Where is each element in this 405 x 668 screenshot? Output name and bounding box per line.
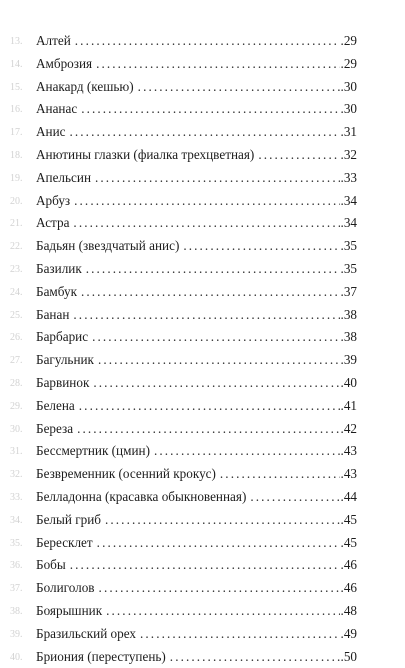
toc-entry-line — [36, 78, 357, 96]
table-of-contents — [0, 30, 405, 668]
toc-entry-title: Бриония (переступень) — [36, 648, 166, 664]
toc-entry — [0, 623, 405, 646]
faded-entry-number: 32. — [10, 469, 23, 481]
toc-entry — [0, 30, 405, 53]
dot-leader — [73, 306, 357, 324]
toc-entry — [0, 532, 405, 555]
toc-entry — [0, 53, 405, 76]
dot-leader — [93, 374, 357, 392]
toc-entry-title: Астра — [36, 215, 70, 231]
toc-entry-line — [36, 648, 357, 666]
faded-entry-number: 24. — [10, 286, 23, 298]
toc-entry-title: Белена — [36, 397, 75, 413]
toc-entry-title: Бессмертник (цмин) — [36, 443, 150, 459]
toc-entry-line — [36, 351, 357, 369]
toc-entry — [0, 190, 405, 213]
toc-entry-title: Белладонна (красавка обыкновенная) — [36, 488, 247, 504]
toc-page-number: .45 — [340, 534, 357, 550]
faded-entry-number: 17. — [10, 127, 23, 139]
toc-entry-title: Анютины глазки (фиалка трехцветная) — [36, 146, 255, 162]
toc-entry — [0, 372, 405, 395]
toc-entry — [0, 486, 405, 509]
faded-entry-number: 13. — [10, 36, 23, 47]
toc-page-number: .32 — [340, 146, 357, 162]
toc-entry-line — [36, 32, 357, 50]
toc-entry-title: Багульник — [36, 352, 94, 368]
faded-entry-number: 39. — [10, 628, 23, 640]
toc-entry-title: Бамбук — [36, 283, 77, 299]
faded-entry-number: 19. — [10, 172, 23, 184]
faded-entry-number: 28. — [10, 377, 23, 389]
dot-leader — [99, 579, 357, 597]
toc-page-number: .35 — [340, 238, 357, 254]
toc-entry-title: Апельсин — [36, 169, 91, 185]
toc-entry-line — [36, 511, 357, 529]
toc-entry — [0, 76, 405, 99]
dot-leader — [138, 78, 357, 96]
toc-page-number: .45 — [340, 511, 357, 527]
toc-entry-line — [36, 579, 357, 597]
toc-entry-title: Алтей — [36, 33, 71, 48]
toc-entry-title: Анис — [36, 124, 66, 140]
toc-entry-title: Ананас — [36, 101, 78, 117]
toc-entry-title: Бразильский орех — [36, 625, 137, 641]
toc-page-number: .34 — [340, 215, 357, 231]
toc-page-number: .38 — [340, 306, 357, 322]
toc-entry — [0, 509, 405, 532]
faded-entry-number: 37. — [10, 583, 23, 595]
toc-entry-title: Береза — [36, 420, 74, 436]
faded-entry-number: 26. — [10, 332, 23, 344]
faded-entry-number: 22. — [10, 241, 23, 253]
toc-page-number: .37 — [340, 283, 357, 299]
dot-leader — [154, 442, 357, 460]
toc-entry — [0, 326, 405, 349]
faded-entry-number: 34. — [10, 514, 23, 526]
toc-entry-title: Барвинок — [36, 374, 90, 390]
toc-page-number: .30 — [340, 101, 357, 117]
toc-page-number: .31 — [340, 124, 357, 140]
faded-entry-number: 29. — [10, 400, 23, 412]
toc-entry — [0, 304, 405, 327]
toc-entry-line — [36, 283, 357, 301]
dot-leader — [81, 100, 357, 118]
toc-page-number: .33 — [340, 169, 357, 185]
toc-page-number: .34 — [340, 192, 357, 208]
toc-page-number: .29 — [340, 55, 357, 71]
toc-entry — [0, 600, 405, 623]
faded-entry-number: 33. — [10, 491, 23, 503]
toc-entry — [0, 235, 405, 258]
toc-entry — [0, 212, 405, 235]
toc-page-number: .38 — [340, 329, 357, 345]
dot-leader — [98, 351, 357, 369]
faded-entry-number: 14. — [10, 58, 23, 70]
faded-entry-number: 20. — [10, 195, 23, 207]
toc-entry — [0, 281, 405, 304]
toc-entry-title: Банан — [36, 306, 70, 322]
toc-entry — [0, 440, 405, 463]
toc-page-number: .43 — [340, 466, 357, 482]
faded-entry-number: 30. — [10, 423, 23, 435]
toc-entry-line — [36, 237, 357, 255]
dot-leader — [79, 397, 357, 415]
toc-entry — [0, 577, 405, 600]
faded-entry-number: 36. — [10, 560, 23, 572]
toc-entry — [0, 463, 405, 486]
toc-entry — [0, 395, 405, 418]
dot-leader — [92, 328, 357, 346]
dot-leader — [106, 602, 357, 620]
toc-entry — [0, 121, 405, 144]
toc-entry — [0, 554, 405, 577]
toc-page-number: .40 — [340, 374, 357, 390]
toc-page-number: .35 — [340, 260, 357, 276]
toc-entry-line — [36, 146, 357, 164]
dot-leader — [183, 237, 357, 255]
toc-entry-line — [36, 123, 357, 141]
toc-entry-line — [36, 397, 357, 415]
dot-leader — [77, 420, 357, 438]
toc-entry-line — [36, 55, 357, 73]
toc-entry-line — [36, 625, 357, 643]
toc-page-number: .44 — [340, 488, 357, 504]
faded-entry-number: 40. — [10, 651, 23, 663]
toc-page-number: .39 — [340, 352, 357, 368]
toc-entry-line — [36, 169, 357, 187]
dot-leader — [96, 55, 357, 73]
toc-page-number: .48 — [340, 602, 357, 618]
dot-leader — [74, 192, 357, 210]
dot-leader — [86, 260, 357, 278]
toc-entry-title: Базилик — [36, 260, 82, 276]
toc-entry-line — [36, 306, 357, 324]
dot-leader — [70, 123, 358, 141]
dot-leader — [97, 534, 357, 552]
faded-entry-number: 27. — [10, 355, 23, 367]
toc-entry-title: Безвременник (осенний крокус) — [36, 466, 216, 482]
toc-entry — [0, 646, 405, 668]
toc-entry-line — [36, 192, 357, 210]
toc-page-number: .49 — [340, 625, 357, 641]
dot-leader — [70, 556, 357, 574]
dot-leader — [140, 625, 357, 643]
toc-page-number: .50 — [340, 648, 357, 664]
toc-page-number: .30 — [340, 78, 357, 94]
faded-entry-number: 23. — [10, 263, 23, 275]
toc-page-number: .46 — [340, 557, 357, 573]
toc-entry-line — [36, 214, 357, 232]
toc-entry-line — [36, 100, 357, 118]
toc-entry-line — [36, 465, 357, 483]
faded-entry-number: 21. — [10, 218, 23, 230]
dot-leader — [73, 214, 357, 232]
toc-entry-title: Амброзия — [36, 55, 93, 71]
toc-entry — [0, 167, 405, 190]
toc-page-number: .29 — [340, 33, 357, 48]
toc-entry-line — [36, 420, 357, 438]
toc-entry — [0, 98, 405, 121]
dot-leader — [170, 648, 357, 666]
toc-entry-title: Анакард (кешью) — [36, 78, 134, 94]
dot-leader — [75, 32, 357, 50]
faded-entry-number: 38. — [10, 605, 23, 617]
toc-entry-title: Арбуз — [36, 192, 71, 208]
dot-leader — [220, 465, 357, 483]
faded-entry-number: 15. — [10, 81, 23, 93]
toc-page-number: .46 — [340, 580, 357, 596]
toc-entry-title: Бобы — [36, 557, 66, 573]
dot-leader — [105, 511, 357, 529]
faded-entry-number: 35. — [10, 537, 23, 549]
toc-entry-line — [36, 534, 357, 552]
toc-entry-title: Белый гриб — [36, 511, 101, 527]
dot-leader — [81, 283, 357, 301]
toc-entry-line — [36, 556, 357, 574]
toc-page-number: .41 — [340, 397, 357, 413]
toc-entry — [0, 144, 405, 167]
toc-entry-line — [36, 260, 357, 278]
faded-entry-number: 31. — [10, 446, 23, 458]
toc-entry-line — [36, 602, 357, 620]
toc-entry-title: Боярышник — [36, 602, 103, 618]
toc-entry-title: Бересклет — [36, 534, 93, 550]
toc-entry — [0, 418, 405, 441]
toc-entry-title: Болиголов — [36, 580, 95, 596]
toc-page-number: .43 — [340, 443, 357, 459]
toc-entry-line — [36, 374, 357, 392]
toc-entry-title: Бадьян (звездчатый анис) — [36, 238, 180, 254]
faded-entry-number: 16. — [10, 104, 23, 116]
toc-entry-line — [36, 442, 357, 460]
toc-page-number: .42 — [340, 420, 357, 436]
toc-entry-title: Барбарис — [36, 329, 89, 345]
toc-entry — [0, 258, 405, 281]
faded-entry-number: 18. — [10, 149, 23, 161]
faded-entry-number: 25. — [10, 309, 23, 321]
toc-entry — [0, 349, 405, 372]
toc-entry-line — [36, 328, 357, 346]
dot-leader — [95, 169, 357, 187]
toc-entry-line — [36, 488, 357, 506]
